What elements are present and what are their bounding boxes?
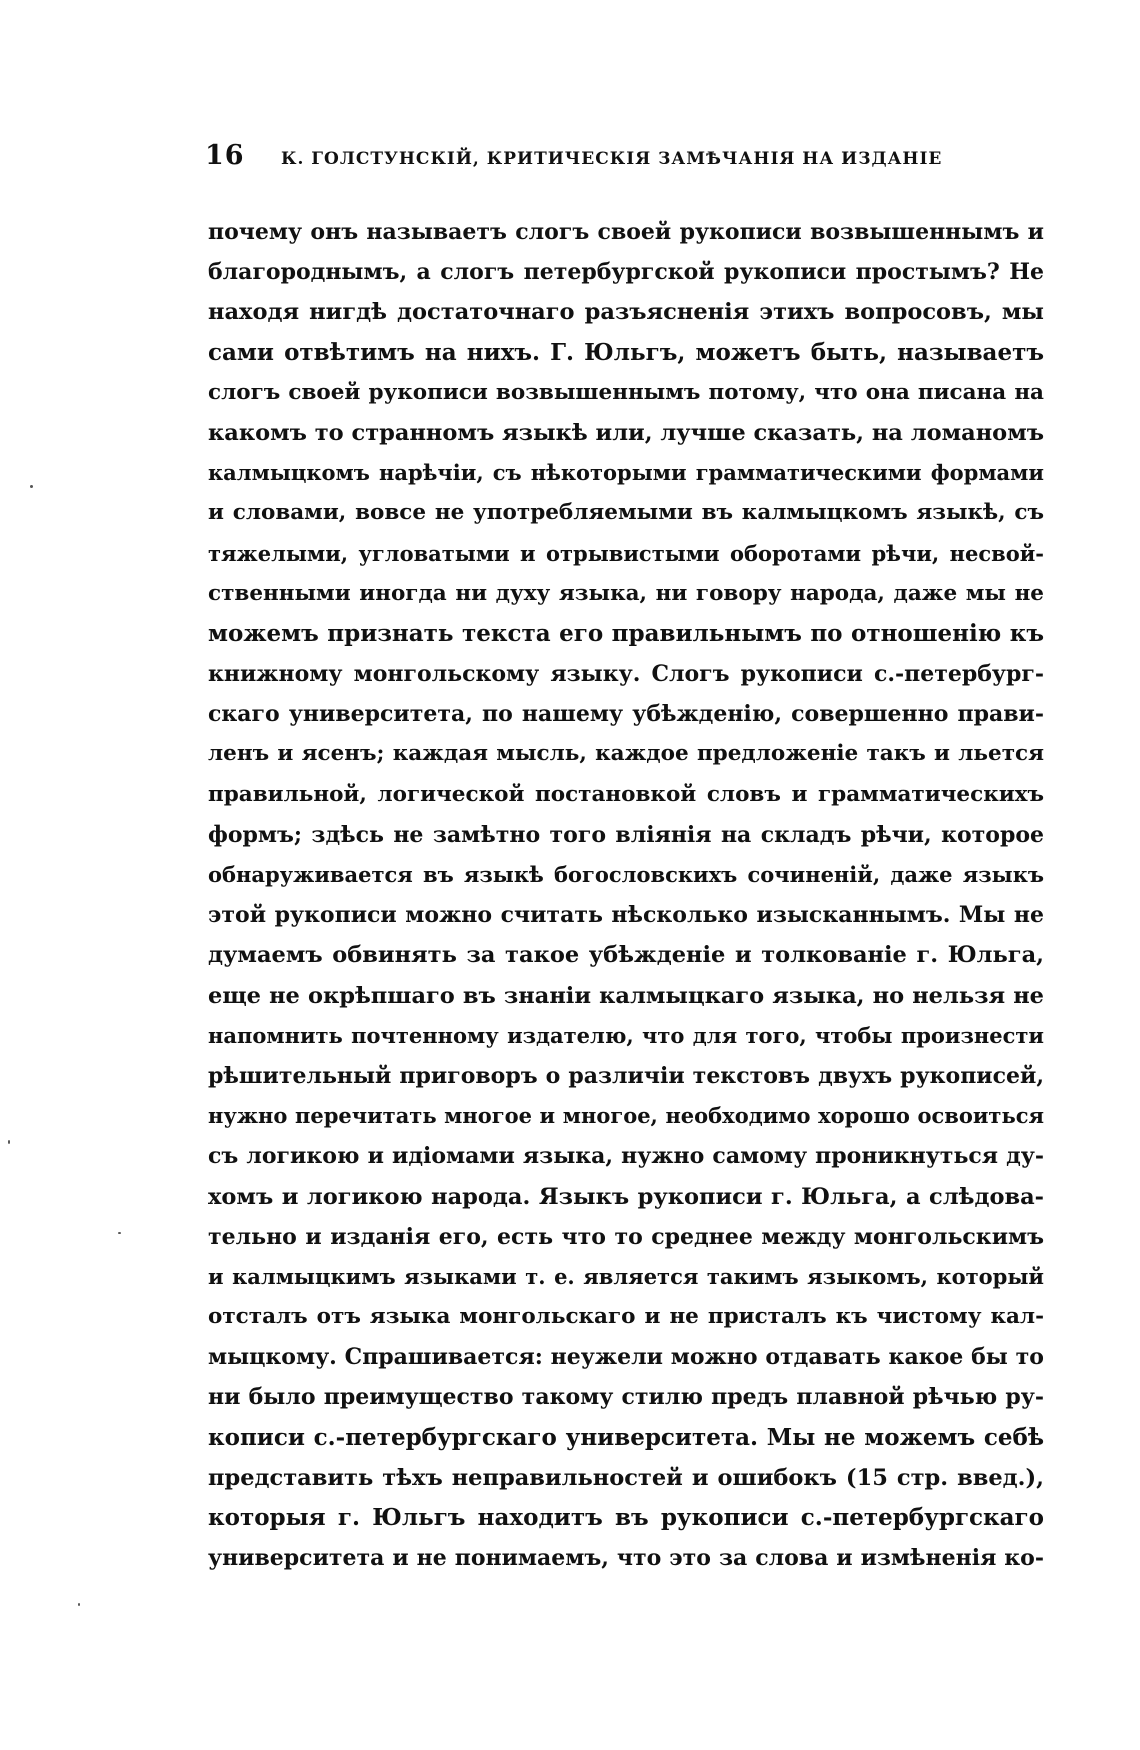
text-line: тельно и изданія его, есть что то среднее между монгольскимъ [208, 1223, 1044, 1250]
text-line: мыцкому. Спрашивается: неужели можно отдавать какое бы то [208, 1344, 1044, 1371]
text-line: скаго университета, по нашему убѣжденію, совершенно прави- [208, 701, 1044, 728]
body-text [208, 212, 1044, 1578]
text-line: которыя г. Юльгъ находитъ въ рукописи с.-петербургскаго [208, 1504, 1044, 1531]
text-line: представить тѣхъ неправильностей и ошибокъ (15 стр. введ.), [208, 1464, 1044, 1491]
text-line: этой рукописи можно считать нѣсколько изысканнымъ. Мы не [208, 902, 1044, 929]
text-line: университета и не понимаемъ, что это за слова и измѣненія ко- [208, 1545, 1044, 1572]
scan-speck [118, 1232, 121, 1234]
text-line: думаемъ обвинять за такое убѣжденіе и толкованіе г. Юльга, [208, 942, 1044, 969]
text-line: ни было преимущество такому стилю предъ плавной рѣчью ру- [208, 1384, 1044, 1411]
text-line: хомъ и логикою народа. Языкъ рукописи г. Юльга, а слѣдова- [208, 1183, 1044, 1210]
text-line: слогъ своей рукописи возвышеннымъ потому, что она писана на [208, 379, 1044, 405]
text-line: отсталъ отъ языка монгольскаго и не присталъ къ чистому кал- [208, 1304, 1044, 1330]
text-line: благороднымъ, а слогъ петербургской рукописи простымъ? Не [208, 259, 1044, 286]
text-line: находя нигдѣ достаточнаго разъясненія этихъ вопросовъ, мы [208, 299, 1044, 326]
text-line: обнаруживается въ языкѣ богословскихъ сочиненій, даже языкъ [208, 862, 1044, 887]
text-line: рѣшительный приговоръ о различіи текстовъ двухъ рукописей, [208, 1062, 1044, 1089]
text-line: ственными иногда ни духу языка, ни говору народа, даже мы не [208, 580, 1044, 606]
scan-speck [78, 1603, 80, 1606]
page-number: 16 [205, 140, 245, 171]
text-line: формъ; здѣсь не замѣтно того вліянія на складъ рѣчи, которое [208, 821, 1044, 848]
text-line: напомнить почтенному издателю, что для того, чтобы произнести [208, 1022, 1044, 1048]
text-line: кописи с.-петербургскаго университета. Мы не можемъ себѣ [208, 1423, 1044, 1451]
text-line: почему онъ называетъ слогъ своей рукописи возвышеннымъ и [208, 219, 1044, 245]
text-line: книжному монгольскому языку. Слогъ рукописи с.-петербург- [208, 661, 1044, 688]
text-line: ленъ и ясенъ; каждая мысль, каждое предложеніе такъ и льется [208, 741, 1044, 767]
text-line: и калмыцкимъ языками т. е. является такимъ языкомъ, который [208, 1263, 1044, 1289]
text-line: какомъ то странномъ языкѣ или, лучше сказать, на ломаномъ [208, 419, 1044, 446]
scan-speck [30, 485, 33, 488]
text-line: калмыцкомъ нарѣчіи, съ нѣкоторыми грамматическими формами [208, 460, 1044, 486]
text-line: нужно перечитать многое и многое, необходимо хорошо освоиться [208, 1103, 1044, 1129]
text-line: правильной, логической постановкой словъ и грамматическихъ [208, 781, 1044, 807]
text-line: тяжелыми, угловатыми и отрывистыми оборотами рѣчи, несвой- [208, 540, 1044, 566]
running-header [205, 140, 1045, 180]
text-line: можемъ признать текста его правильнымъ по отношенію къ [208, 619, 1044, 647]
text-line: и словами, вовсе не употребляемыми въ калмыцкомъ языкѣ, съ [208, 500, 1044, 526]
scan-speck [8, 1140, 10, 1144]
text-line: съ логикою и идіомами языка, нужно самому проникнуться ду- [208, 1143, 1044, 1170]
text-line: сами отвѣтимъ на нихъ. Г. Юльгъ, можетъ быть, называетъ [208, 338, 1044, 366]
text-line: еще не окрѣпшаго въ знаніи калмыцкаго языка, но нельзя не [208, 982, 1044, 1009]
running-title: К. ГОЛСТУНСКІЙ, КРИТИЧЕСКІЯ ЗАМѢЧАНІЯ НА ИЗДАНІЕ [281, 149, 943, 169]
